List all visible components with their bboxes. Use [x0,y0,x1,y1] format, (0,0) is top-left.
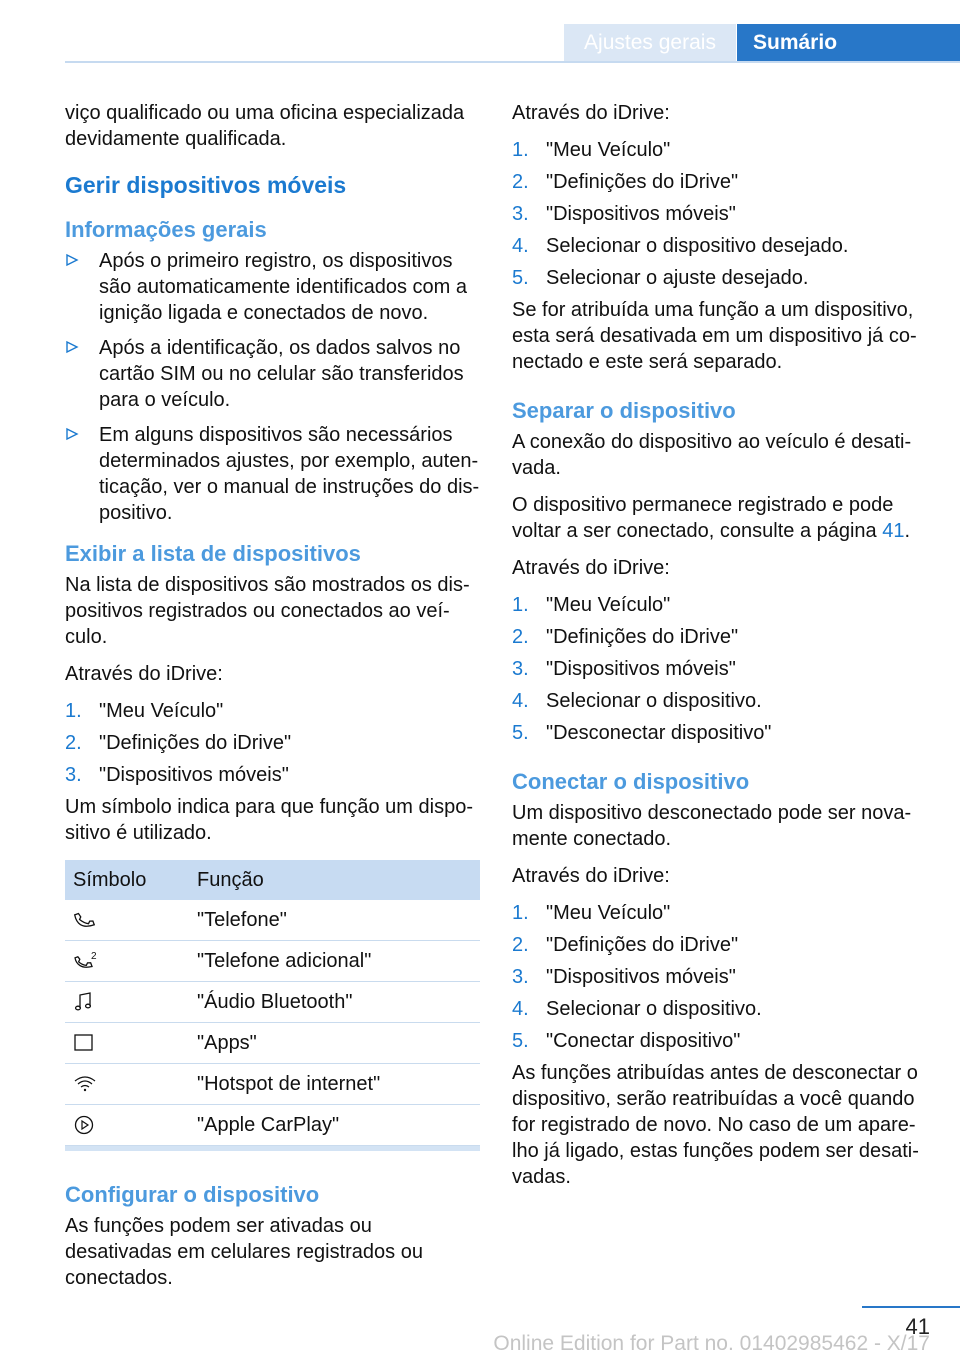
step-item [512,1028,924,1054]
table-bottom-rule [65,1146,480,1151]
step-text: "Conectar dispositivo" [546,1030,741,1052]
step-text: "Meu Veículo" [99,700,224,722]
final-text: As funções atribuídas antes de desconectar o dispositivo, serão reatribuídas a você quando for registrado de novo. No caso de um aparelho já ligado, estas funções podem ser desativadas. [512,1062,919,1188]
step-text: "Definições do iDrive" [546,171,739,193]
step-text: "Definições do iDrive" [546,626,739,648]
table-cell-function: "Telefone adicional" [189,941,480,982]
table-row [65,1023,480,1064]
triangle-bullet-icon [65,253,79,267]
step-text: "Dispositivos móveis" [99,764,289,786]
heading-device-list: Exibir a lista de dispositivos [65,541,361,566]
step-item [512,592,924,618]
step-text: Selecionar o dispositivo. [546,998,762,1020]
right-column [512,100,924,1201]
heading-configure-device: Configurar o dispositivo [65,1182,320,1207]
step-number: 3. [512,966,529,988]
via-idrive-text: Através do iDrive: [512,865,670,887]
bullet-text: Após o primeiro registro, os dispositivos são automaticamente identificados com a ignição ligada e conectados de novo. [99,250,467,324]
step-item [65,762,483,788]
device-list-text: Na lista de dispositivos são mostrados os dispositivos registrados ou conectados ao veículo. [65,574,470,648]
table-row [65,1064,480,1105]
table-header-symbol: Símbolo [65,860,189,900]
step-item [512,201,924,227]
table-cell-function: "Hotspot de internet" [189,1064,480,1105]
step-item [512,169,924,195]
step-number: 2. [512,934,529,956]
table-cell-function: "Apple CarPlay" [189,1105,480,1146]
step-number: 3. [512,658,529,680]
via-idrive-text: Através do iDrive: [512,557,670,579]
step-number: 4. [512,690,529,712]
config-text: As funções podem ser ativadas ou desativadas em celulares registrados ou conectados. [65,1215,423,1289]
table-cell-icon [65,1105,189,1146]
svg-text:2: 2 [91,951,97,962]
table-cell-function: "Áudio Bluetooth" [189,982,480,1023]
left-column [65,100,483,1302]
bullet-item [65,335,483,413]
table-row [65,900,480,941]
heading-separate-device: Separar o dispositivo [512,398,736,423]
apps-square-icon [73,1032,95,1054]
step-item [512,900,924,926]
step-text: "Dispositivos móveis" [546,203,736,225]
page-number: 41 [905,1314,930,1339]
separate-text-1: A conexão do dispositivo ao veículo é desativada. [512,431,912,479]
heading-connect-device: Conectar o dispositivo [512,769,750,794]
step-item [512,137,924,163]
edition-footer: Online Edition for Part no. 01402985462 - X/17 [493,1332,930,1355]
symbol-table [65,860,480,1146]
step-text: "Dispositivos móveis" [546,966,736,988]
table-cell-icon [65,982,189,1023]
step-text: "Desconectar dispositivo" [546,722,772,744]
intro-text: viço qualificado ou uma oficina especializada devidamente qualificada. [65,102,465,150]
table-cell-function: "Apps" [189,1023,480,1064]
phone-icon [73,909,95,931]
step-item [65,698,483,724]
step-text: "Definições do iDrive" [546,934,739,956]
table-cell-icon [65,1023,189,1064]
table-cell-icon [65,941,189,982]
heading-manage-devices: Gerir dispositivos móveis [65,172,347,198]
music-note-icon [73,991,95,1013]
step-text: "Meu Veículo" [546,594,671,616]
step-number: 5. [512,267,529,289]
step-item [512,720,924,746]
step-number: 1. [512,902,529,924]
step-number: 3. [512,203,529,225]
step-item [512,964,924,990]
table-row [65,982,480,1023]
step-number: 1. [65,700,82,722]
table-row [65,1105,480,1146]
wifi-hotspot-icon [73,1073,97,1095]
connect-text: Um dispositivo desconectado pode ser novamente conectado. [512,802,912,850]
step-item [65,730,483,756]
assign-text: Se for atribuída uma função a um dispositivo, esta será desativada em um dispositivo já conectado e este será separado. [512,299,917,373]
table-header-function: Função [189,860,480,900]
step-number: 3. [65,764,82,786]
step-item [512,996,924,1022]
table-cell-icon [65,900,189,941]
step-text: "Meu Veículo" [546,139,671,161]
step-number: 1. [512,139,529,161]
phone-2-icon [73,950,99,972]
header-rule [65,61,960,63]
step-number: 4. [512,235,529,257]
header-contents-tab[interactable]: Sumário [737,24,960,61]
step-number: 1. [512,594,529,616]
step-text: "Dispositivos móveis" [546,658,736,680]
step-number: 5. [512,722,529,744]
table-cell-function: "Telefone" [189,900,480,941]
step-item [512,233,924,259]
step-text: "Definições do iDrive" [99,732,292,754]
step-number: 5. [512,1030,529,1052]
header-section-tab[interactable]: Ajustes gerais [564,24,736,61]
table-cell-icon [65,1064,189,1105]
step-number: 2. [512,171,529,193]
triangle-bullet-icon [65,427,79,441]
step-item [512,932,924,958]
step-text: Selecionar o dispositivo. [546,690,762,712]
step-number: 2. [512,626,529,648]
bullet-text: Em alguns dispositivos são necessários determinados ajustes, por exemplo, autenticação, ver o manual de instruções do dispositivo. [99,424,480,524]
via-idrive-text: Através do iDrive: [65,663,223,685]
bullet-item [65,422,483,526]
step-item [512,688,924,714]
via-idrive-text: Através do iDrive: [512,102,670,124]
bullet-item [65,248,483,326]
symbol-text: Um símbolo indica para que função um dispositivo é utilizado. [65,796,473,844]
step-text: "Meu Veículo" [546,902,671,924]
bullet-text: Após a identificação, os dados salvos no cartão SIM ou no celular são transferidos para o veículo. [99,337,464,411]
step-number: 4. [512,998,529,1020]
carplay-icon [73,1114,95,1136]
separate-text-2: O dispositivo permanece registrado e pode voltar a ser conectado, consulte a página 41. [512,494,911,542]
table-header-row [65,860,480,900]
page-link[interactable]: 41 [882,520,905,542]
step-item [512,656,924,682]
table-row [65,941,480,982]
triangle-bullet-icon [65,340,79,354]
step-text: Selecionar o ajuste desejado. [546,267,809,289]
footer-rule [862,1306,960,1308]
step-item [512,265,924,291]
step-number: 2. [65,732,82,754]
step-item [512,624,924,650]
heading-general-info: Informações gerais [65,217,267,242]
step-text: Selecionar o dispositivo desejado. [546,235,849,257]
